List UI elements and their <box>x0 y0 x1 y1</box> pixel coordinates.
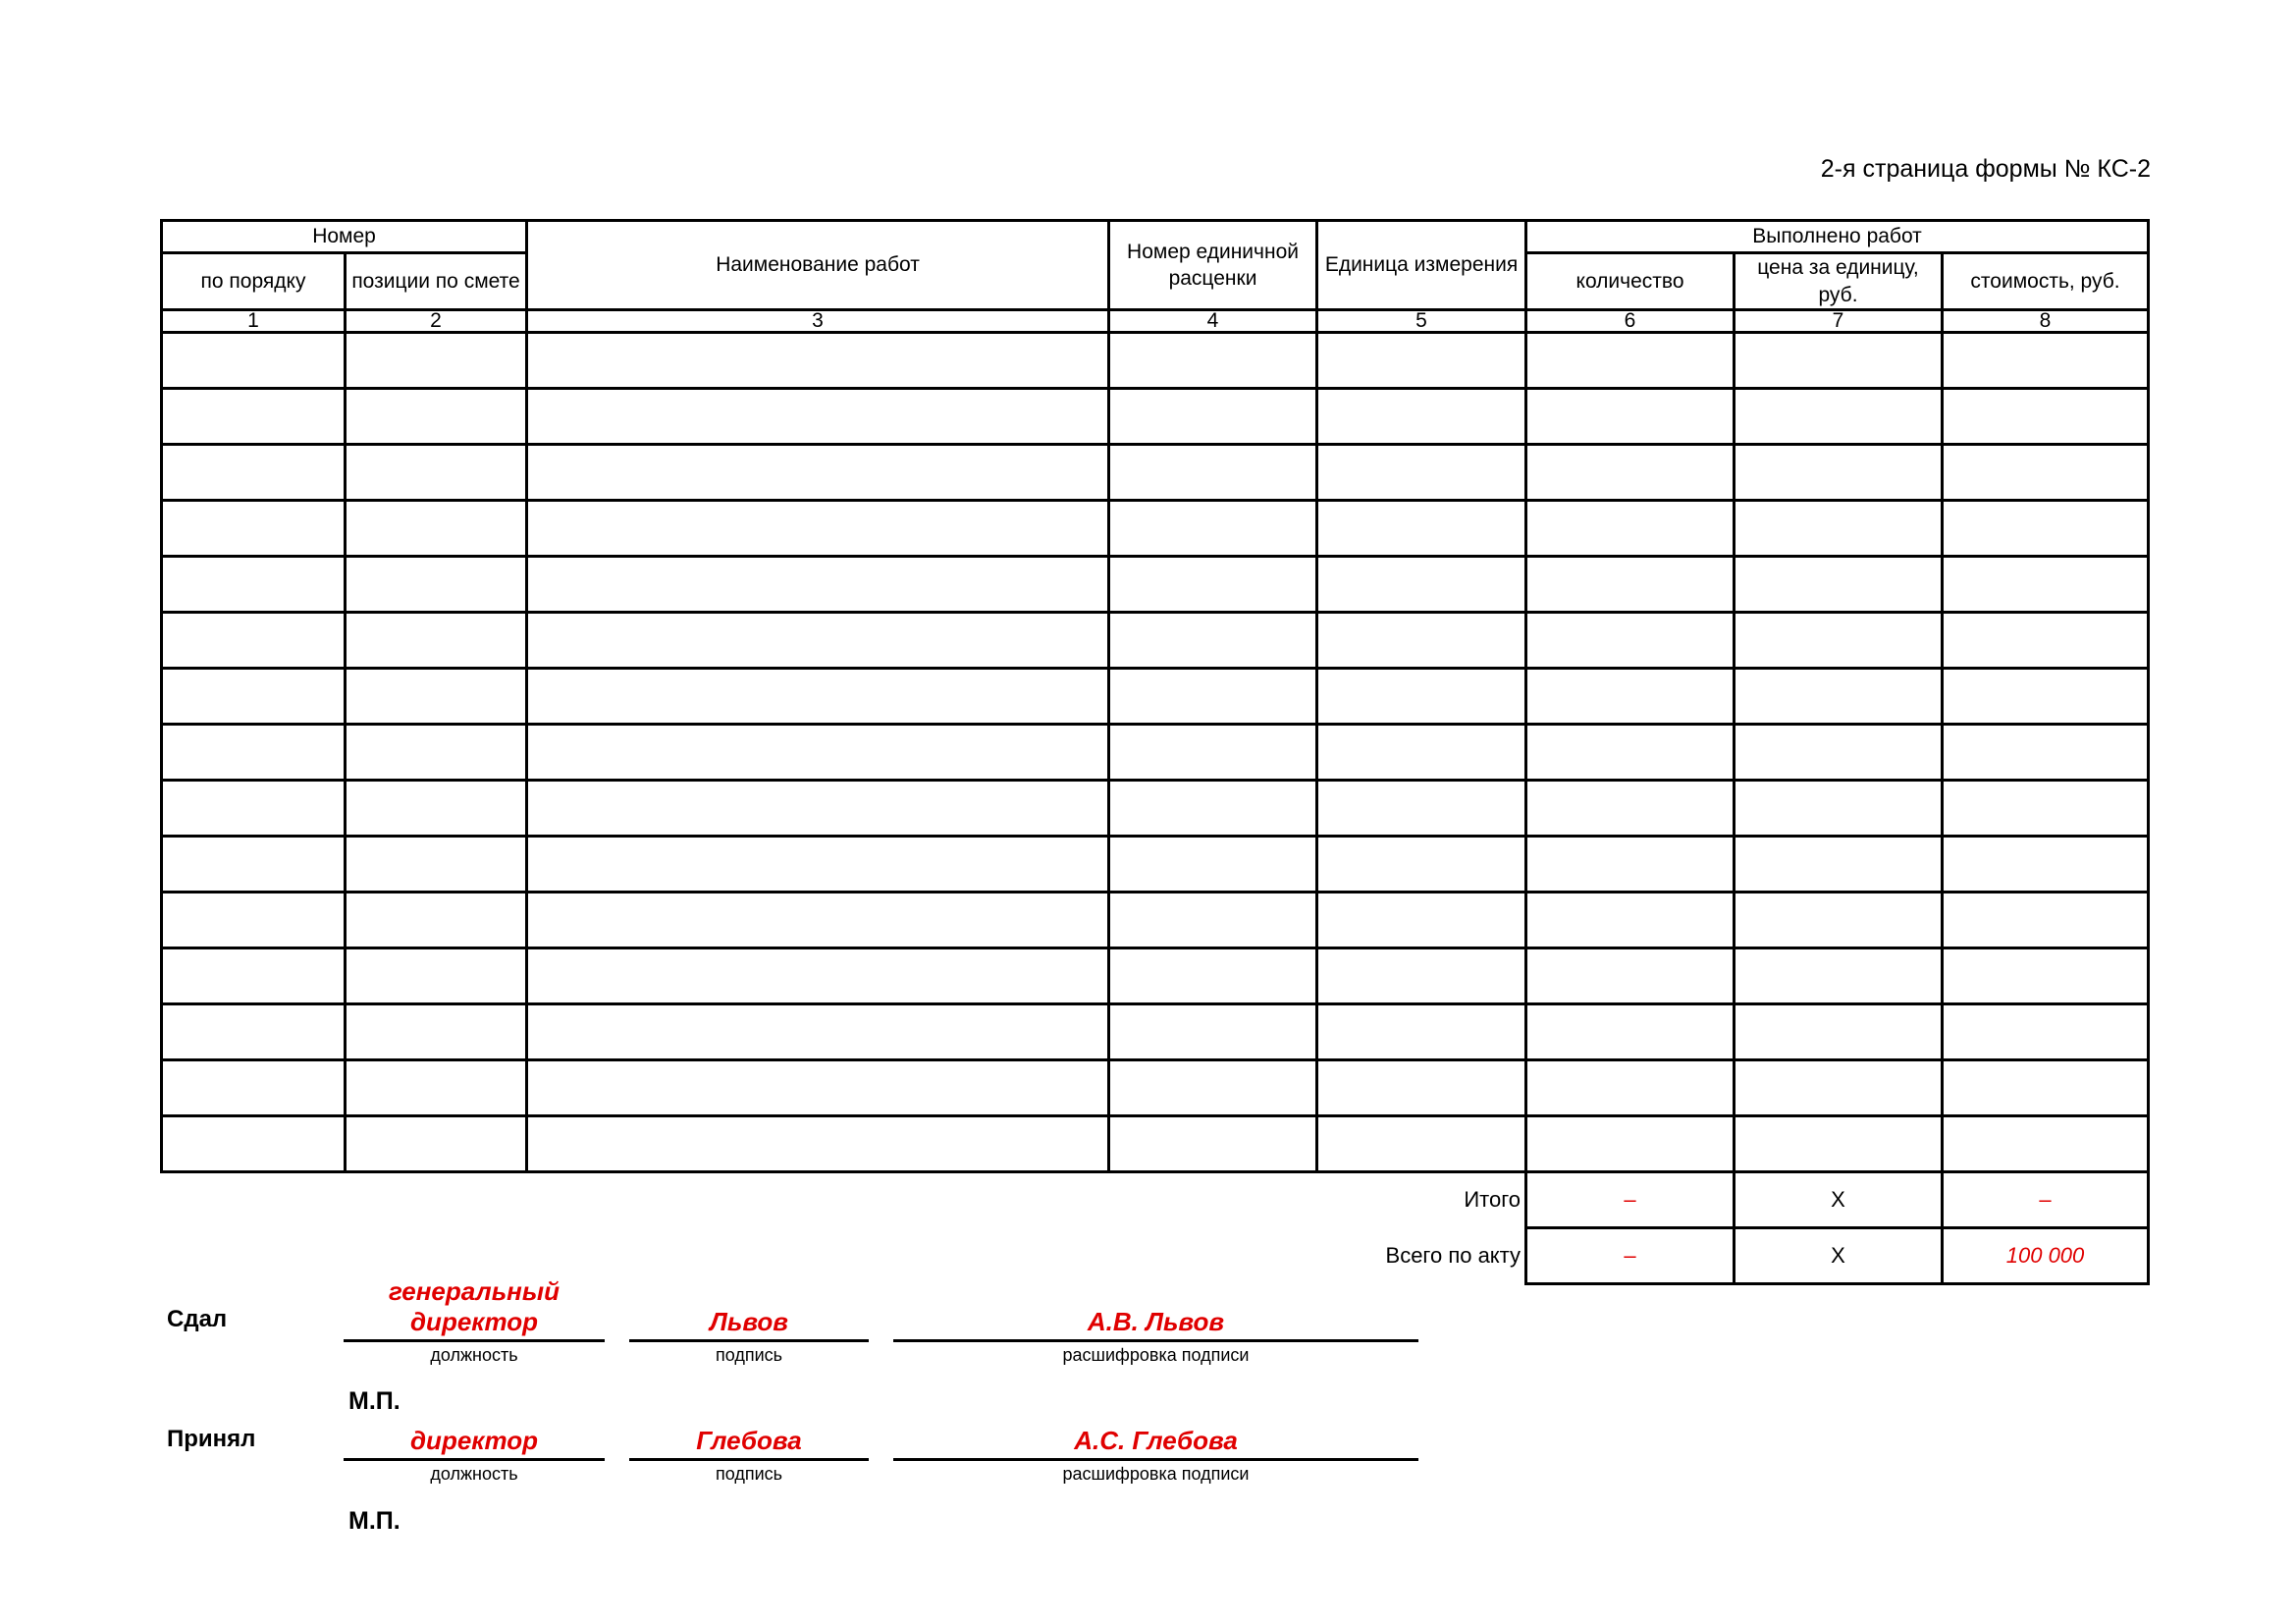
table-cell[interactable] <box>162 725 346 781</box>
table-cell[interactable] <box>1943 389 2149 445</box>
accepted-label: Принял <box>167 1426 256 1452</box>
header-done-group: Выполнено работ <box>1526 221 2149 253</box>
table-cell[interactable] <box>162 1116 346 1172</box>
table-cell[interactable] <box>162 837 346 893</box>
table-cell[interactable] <box>1317 837 1526 893</box>
table-cell[interactable] <box>1109 837 1317 893</box>
table-cell[interactable] <box>1943 893 2149 948</box>
table-cell[interactable] <box>1735 389 1943 445</box>
table-row <box>162 613 2149 669</box>
total-unit-price: Х <box>1735 1172 1943 1228</box>
grand-total-quantity: – <box>1526 1228 1735 1284</box>
table-cell[interactable] <box>1317 501 1526 557</box>
total-quantity: – <box>1526 1172 1735 1228</box>
table-cell[interactable] <box>1735 501 1943 557</box>
table-cell[interactable] <box>1735 781 1943 837</box>
accepted-stamp-label: М.П. <box>348 1507 400 1535</box>
table-cell[interactable] <box>1317 613 1526 669</box>
table-cell[interactable] <box>527 669 1109 725</box>
table-cell[interactable] <box>1735 445 1943 501</box>
table-cell[interactable] <box>1943 1116 2149 1172</box>
table-cell[interactable] <box>346 1060 527 1116</box>
table-row <box>162 1116 2149 1172</box>
table-cell[interactable] <box>1526 669 1735 725</box>
table-cell[interactable] <box>346 1116 527 1172</box>
table-cell[interactable] <box>1109 389 1317 445</box>
accepted-position-field[interactable] <box>344 1424 605 1461</box>
table-cell[interactable] <box>527 613 1109 669</box>
table-cell[interactable] <box>1526 445 1735 501</box>
table-cell[interactable] <box>527 557 1109 613</box>
header-cost: стоимость, руб. <box>1943 253 2149 310</box>
table-cell[interactable] <box>346 669 527 725</box>
table-cell[interactable] <box>1735 893 1943 948</box>
table-cell[interactable] <box>346 837 527 893</box>
table-cell[interactable] <box>527 893 1109 948</box>
column-number: 6 <box>1526 310 1735 333</box>
table-cell[interactable] <box>1526 837 1735 893</box>
table-cell[interactable] <box>1735 613 1943 669</box>
table-cell[interactable] <box>1735 557 1943 613</box>
table-cell[interactable] <box>162 557 346 613</box>
table-cell[interactable] <box>346 445 527 501</box>
table-cell[interactable] <box>1735 1060 1943 1116</box>
table-cell[interactable] <box>1735 948 1943 1004</box>
header-order: по порядку <box>162 253 346 310</box>
table-cell[interactable] <box>1943 501 2149 557</box>
table-cell[interactable] <box>1943 1060 2149 1116</box>
table-cell[interactable] <box>1109 669 1317 725</box>
table-cell[interactable] <box>346 557 527 613</box>
table-cell[interactable] <box>1526 725 1735 781</box>
table-cell[interactable] <box>1109 1060 1317 1116</box>
column-number: 1 <box>162 310 346 333</box>
grand-total-unit-price: Х <box>1735 1228 1943 1284</box>
table-cell[interactable] <box>1109 1004 1317 1060</box>
table-cell[interactable] <box>346 725 527 781</box>
table-cell[interactable] <box>1735 333 1943 389</box>
handed-signature-field[interactable] <box>629 1267 869 1342</box>
table-cell[interactable] <box>162 781 346 837</box>
table-row <box>162 669 2149 725</box>
table-cell[interactable] <box>162 893 346 948</box>
table-cell[interactable] <box>1735 1116 1943 1172</box>
header-number-group: Номер <box>162 221 527 253</box>
table-cell[interactable] <box>1526 613 1735 669</box>
column-number: 5 <box>1317 310 1526 333</box>
handed-position-field[interactable] <box>344 1267 605 1342</box>
accepted-signature-caption: подпись <box>715 1464 783 1484</box>
table-cell[interactable] <box>1109 948 1317 1004</box>
accepted-signature-field[interactable] <box>629 1424 869 1461</box>
table-cell[interactable] <box>527 1004 1109 1060</box>
table-row <box>162 333 2149 389</box>
table-cell[interactable] <box>1317 333 1526 389</box>
table-cell[interactable] <box>527 333 1109 389</box>
table-row <box>162 948 2149 1004</box>
page-title: 2-я страница формы № КС-2 <box>1820 155 2151 183</box>
table-cell[interactable] <box>1943 669 2149 725</box>
table-cell[interactable] <box>527 781 1109 837</box>
table-cell[interactable] <box>1526 501 1735 557</box>
table-cell[interactable] <box>1109 445 1317 501</box>
table-cell[interactable] <box>1317 1116 1526 1172</box>
table-cell[interactable] <box>1943 948 2149 1004</box>
table-cell[interactable] <box>162 445 346 501</box>
table-cell[interactable] <box>1317 1060 1526 1116</box>
table-cell[interactable] <box>1317 948 1526 1004</box>
table-cell[interactable] <box>1943 613 2149 669</box>
table-cell[interactable] <box>1526 557 1735 613</box>
table-row <box>162 557 2149 613</box>
table-cell[interactable] <box>162 501 346 557</box>
total-cost: – <box>1943 1172 2149 1228</box>
table-row <box>162 893 2149 948</box>
handed-signature-caption: подпись <box>715 1345 783 1365</box>
table-row <box>162 725 2149 781</box>
table-cell[interactable] <box>1109 333 1317 389</box>
table-cell[interactable] <box>162 1060 346 1116</box>
table-cell[interactable] <box>162 948 346 1004</box>
header-work-name: Наименование работ <box>527 221 1109 310</box>
column-number: 8 <box>1943 310 2149 333</box>
header-unit-price: цена за единицу, руб. <box>1735 253 1943 310</box>
table-cell[interactable] <box>1109 725 1317 781</box>
grand-total-label: Всего по акту <box>1385 1242 1522 1268</box>
table-cell[interactable] <box>346 613 527 669</box>
table-cell[interactable] <box>527 389 1109 445</box>
table-cell[interactable] <box>1526 389 1735 445</box>
table-row <box>162 781 2149 837</box>
table-cell[interactable] <box>1317 781 1526 837</box>
table-cell[interactable] <box>527 501 1109 557</box>
table-cell[interactable] <box>1526 1060 1735 1116</box>
column-number: 4 <box>1109 310 1317 333</box>
header-position: позиции по смете <box>346 253 527 310</box>
table-cell[interactable] <box>1526 1116 1735 1172</box>
table-row <box>162 389 2149 445</box>
accepted-signature-value: Глебова <box>696 1426 802 1455</box>
table-row <box>162 445 2149 501</box>
table-cell[interactable] <box>1109 557 1317 613</box>
table-cell[interactable] <box>527 725 1109 781</box>
table-cell[interactable] <box>1943 445 2149 501</box>
table-row <box>162 1004 2149 1060</box>
handed-signature-value: Львов <box>710 1307 788 1336</box>
table-row <box>162 1060 2149 1116</box>
table-cell[interactable] <box>527 1116 1109 1172</box>
handed-name-value: А.В. Львов <box>1087 1307 1225 1336</box>
column-numbers-row <box>162 310 2149 333</box>
handed-stamp-label: М.П. <box>348 1387 400 1415</box>
header-rate-number: Номер единичной расценки <box>1109 221 1317 310</box>
table-cell[interactable] <box>346 389 527 445</box>
table-cell[interactable] <box>1526 333 1735 389</box>
table-cell[interactable] <box>346 1004 527 1060</box>
handed-position-value: генеральный директор <box>389 1276 560 1336</box>
handed-position-caption: должность <box>430 1345 518 1365</box>
table-row <box>162 837 2149 893</box>
table-cell[interactable] <box>346 781 527 837</box>
table-cell[interactable] <box>527 445 1109 501</box>
table-cell[interactable] <box>1526 1004 1735 1060</box>
table-row <box>162 501 2149 557</box>
table-cell[interactable] <box>1943 781 2149 837</box>
works-table <box>160 219 2150 1285</box>
table-cell[interactable] <box>1943 837 2149 893</box>
handed-name-field[interactable] <box>893 1267 1418 1342</box>
table-cell[interactable] <box>1109 613 1317 669</box>
table-cell[interactable] <box>1943 725 2149 781</box>
table-cell[interactable] <box>1109 501 1317 557</box>
table-cell[interactable] <box>346 893 527 948</box>
table-cell[interactable] <box>1109 893 1317 948</box>
table-cell[interactable] <box>1526 893 1735 948</box>
table-cell[interactable] <box>527 1060 1109 1116</box>
table-cell[interactable] <box>162 389 346 445</box>
accepted-name-caption: расшифровка подписи <box>1062 1464 1250 1484</box>
table-cell[interactable] <box>162 613 346 669</box>
table-cell[interactable] <box>527 948 1109 1004</box>
accepted-name-field[interactable] <box>893 1424 1418 1461</box>
table-cell[interactable] <box>1317 557 1526 613</box>
table-cell[interactable] <box>162 1004 346 1060</box>
table-cell[interactable] <box>1735 837 1943 893</box>
table-cell[interactable] <box>346 501 527 557</box>
table-cell[interactable] <box>1943 333 2149 389</box>
accepted-position-caption: должность <box>430 1464 518 1484</box>
table-cell[interactable] <box>1317 669 1526 725</box>
table-cell[interactable] <box>1317 389 1526 445</box>
column-number: 7 <box>1735 310 1943 333</box>
table-cell[interactable] <box>527 837 1109 893</box>
table-cell[interactable] <box>1735 725 1943 781</box>
table-cell[interactable] <box>1943 557 2149 613</box>
table-cell[interactable] <box>1109 781 1317 837</box>
grand-total-cost: 100 000 <box>1943 1228 2149 1284</box>
total-label: Итого <box>1464 1187 1522 1213</box>
table-cell[interactable] <box>346 948 527 1004</box>
table-cell[interactable] <box>1317 445 1526 501</box>
handed-name-caption: расшифровка подписи <box>1062 1345 1250 1365</box>
table-cell[interactable] <box>1317 725 1526 781</box>
table-cell[interactable] <box>1735 1004 1943 1060</box>
table-cell[interactable] <box>1526 781 1735 837</box>
table-cell[interactable] <box>346 333 527 389</box>
table-cell[interactable] <box>1317 1004 1526 1060</box>
accepted-position-value: директор <box>409 1426 538 1455</box>
accepted-name-value: А.С. Глебова <box>1074 1426 1238 1455</box>
table-cell[interactable] <box>1943 1004 2149 1060</box>
table-cell[interactable] <box>162 669 346 725</box>
table-cell[interactable] <box>1317 893 1526 948</box>
handed-label: Сдал <box>167 1306 228 1332</box>
header-unit: Единица измерения <box>1317 221 1526 310</box>
column-number: 3 <box>527 310 1109 333</box>
table-cell[interactable] <box>1735 669 1943 725</box>
table-cell[interactable] <box>1109 1116 1317 1172</box>
table-cell[interactable] <box>1526 948 1735 1004</box>
header-quantity: количество <box>1526 253 1735 310</box>
column-number: 2 <box>346 310 527 333</box>
total-row <box>162 1172 2149 1228</box>
table-cell[interactable] <box>162 333 346 389</box>
